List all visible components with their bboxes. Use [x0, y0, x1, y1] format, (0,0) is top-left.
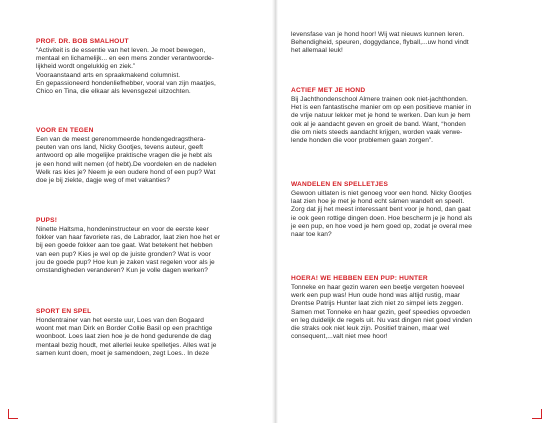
body-line: ook al je aandacht geven en groeit de band. Want, “honden — [291, 120, 466, 128]
section-heading: SPORT EN SPEL — [36, 308, 92, 315]
left-page — [36, 0, 268, 423]
body-line: Behendigheid, speuren, doggydance, flyball,...uw hond vindt — [291, 39, 469, 47]
body-line: lijkheid wordt ongelukkig en ziek.” — [36, 63, 136, 71]
body-line: de vrije natuur lekker met je hond te werken. Dan kun je hem — [291, 112, 471, 120]
body-line: Drentse Patrijs Hunter laat zich niet zo simpel iets zeggen. — [291, 300, 464, 308]
section-pups — [36, 217, 268, 275]
body-line: consequent,...valt niet mee hoor! — [291, 333, 388, 341]
body-line: die straks ook niet leuk zijn. Positief trainen, maar wel — [291, 325, 450, 333]
section-hoera-we-hebben-een-pup — [291, 275, 523, 341]
right-page — [291, 0, 523, 423]
page-gutter — [272, 0, 278, 423]
body-line: Samen met Tonneke en haar gezin, geef speedies opvoeden — [291, 308, 471, 316]
body-line: Vooraanstaand arts en spraakmakend columnist. — [36, 71, 181, 79]
section-sport-en-spel — [36, 308, 268, 358]
body-line: mentaal bezig houdt, met allerlei leuke spelletjes. Alles wat je — [36, 341, 217, 349]
body-line: levensfase van je hond hoor! Wij wat nieuws kunnen leren. — [291, 31, 465, 38]
body-line: Tonneke en haar gezin waren een beetje vergeten hoeveel — [291, 284, 465, 291]
crop-mark-left — [8, 409, 18, 419]
body-line: laat zien hoe je met je hond echt sámen wandelt en speelt. — [291, 198, 465, 206]
body-line: bij een goede fokker aan toe gaat. Wat betekent het hebben — [36, 242, 213, 250]
body-line: woonboot. Loes laat zien hoe je de hond gedurende de dag — [36, 333, 212, 341]
body-line: Zorg dat jij het meest interessant bent voor je hond, dan gaat — [291, 206, 471, 214]
body-line: en leg duidelijk de regels uit. Nu vast dingen niet goed vinden — [291, 316, 473, 324]
body-line: Hondentrainer van het eerste uur, Loes van den Bogaard — [36, 317, 204, 324]
body-line: je een hond wilt nemen (of hebt).De voordelen en de nadelen — [36, 160, 217, 168]
body-line: samen kunt doen, moet je samendoen, zegt Loes.. In deze — [36, 349, 210, 357]
section-heading: PUPS! — [36, 217, 58, 224]
body-line: die om niets steeds aandacht krijgen, worden vaak verwe- — [291, 128, 463, 136]
section-actief-met-je-hond — [291, 87, 523, 145]
body-line: van een pup? Kies je wel op de juiste gronden? Wat is voor — [36, 250, 211, 258]
body-line: omstandigheden veranderen? Kun je volle dagen werken? — [36, 267, 208, 275]
body-line: naar toe kan? — [291, 231, 332, 239]
body-line: lende honden die voor problemen gaan zorgen”. — [291, 137, 434, 145]
section-heading: PROF. DR. BOB SMALHOUT — [36, 38, 129, 45]
body-line: En gepassioneerd hondenliefhebber, vooral van zijn maatjes, — [36, 79, 216, 87]
body-line: Een van de meest gerenommeerde hondengedragsthera- — [36, 136, 206, 143]
body-line: fokker van haar favoriete ras, de Labrador, laat zien hoe het er — [36, 234, 221, 242]
section-heading: HOERA! WE HEBBEN EEN PUP: HUNTER — [291, 275, 428, 282]
section-heading: ACTIEF MET JE HOND — [291, 87, 366, 94]
body-line: antwoord op alle mogelijke praktische vragen die je hebt als — [36, 152, 213, 160]
body-line: Het is een fantastische manier om op een positieve manier in — [291, 104, 472, 112]
body-line: peuten van ons land, Nicky Gootjes, tevens auteur, geeft — [36, 144, 203, 152]
body-line: Ninette Haltsma, hondeninstructeur en voor de eerste keer — [36, 226, 209, 233]
section-heading: VOOR EN TEGEN — [36, 127, 94, 134]
body-line: “Activiteit is de essentie van het leven. Je moet bewegen, — [36, 47, 206, 54]
body-line: Chico en Tina, die elkaar als levensgezel uitzochten. — [36, 88, 191, 96]
section-voor-en-tegen — [36, 127, 268, 185]
section-continuation — [291, 31, 523, 56]
body-line: je een pup, en hoe voed je hem goed op, zodat je overal mee — [291, 222, 472, 230]
body-line: woont met man Dirk en Border Collie Basil op een prachtige — [36, 325, 213, 333]
section-wandelen-en-spelletjes — [291, 181, 523, 239]
body-line: werk een pup was! Hun oude hond was altijd rustig, maar — [291, 292, 461, 300]
body-line: ie ook geen rottige dingen doen. Hoe bescherm je je hond als — [291, 214, 473, 222]
body-line: doe je bij ziekte, dagje weg of met vakanties? — [36, 177, 171, 185]
section-prof-dr-bob-smalhout — [36, 38, 268, 96]
body-line: mentaal en lichamelijk... en een mens zonder verantwoorde- — [36, 55, 214, 63]
section-heading: WANDELEN EN SPELLETJES — [291, 181, 389, 188]
body-line: het allemaal leuk! — [291, 47, 343, 55]
body-line: Welk ras kies je? Neem je een oudere hond of een pup? Wat — [36, 168, 216, 176]
body-line: Gewoon uitlaten is niet genoeg voor een hond. Nicky Gootjes — [291, 190, 472, 197]
body-line: Bij Jachthondenschool Almere trainen ook niet-jachthonden. — [291, 96, 468, 103]
body-line: jou de goede pup? Hoe kun je zaken vast regelen voor als je — [36, 258, 215, 266]
crop-mark-right — [532, 409, 542, 419]
